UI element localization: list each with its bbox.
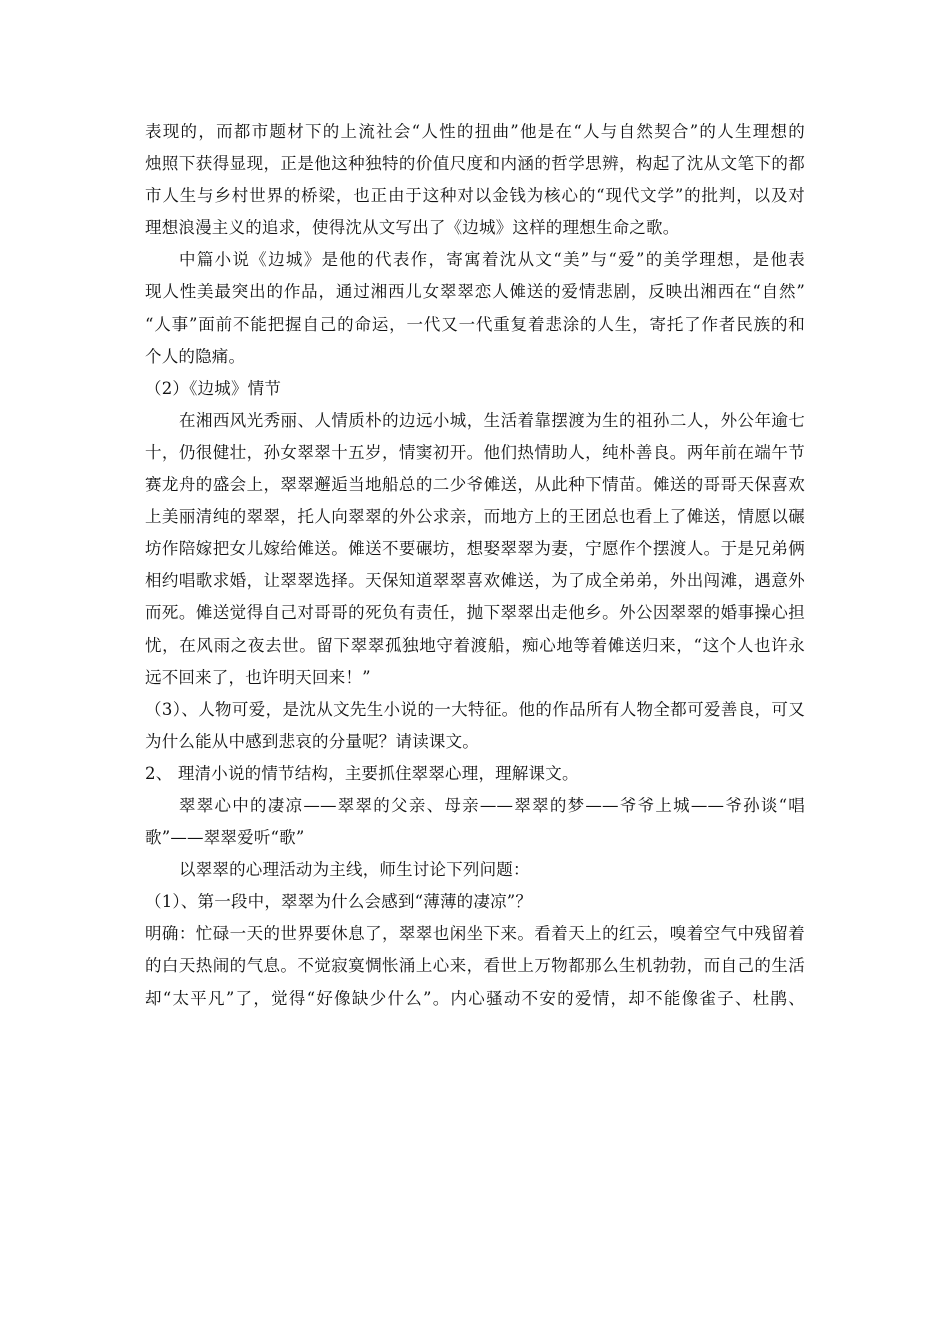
text-line: 为什么能从中感到悲哀的分量呢？请读课文。 xyxy=(145,731,479,751)
text-line: 翠翠心中的凄凉——翠翠的父亲、母亲——翠翠的梦——爷爷上城——爷孙谈“唱 xyxy=(179,795,805,815)
text-line: 远不回来了，也许明天回来！” xyxy=(145,667,371,687)
text-line: 烛照下获得显现，正是他这种独特的价值尺度和内涵的哲学思辨，构起了沈从文笔下的都 xyxy=(145,154,805,174)
document-body xyxy=(145,116,805,1015)
text-line: 以翠翠的心理活动为主线，师生讨论下列问题： xyxy=(179,860,530,880)
text-line: 中篇小说《边城》是他的代表作，寄寓着沈从文“美”与“爱”的美学理想，是他表 xyxy=(179,250,805,270)
text-line: 市人生与乡村世界的桥梁，也正由于这种对以金钱为核心的“现代文学”的批判，以及对 xyxy=(145,186,805,206)
text-line: 理想浪漫主义的追求，使得沈从文写出了《边城》这样的理想生命之歌。 xyxy=(145,218,680,238)
text-line: 忧，在风雨之夜去世。留下翠翠孤独地守着渡船，痴心地等着傩送归来，“这个人也许永 xyxy=(145,635,805,655)
text-line: 个人的隐痛。 xyxy=(145,346,246,366)
text-line: 相约唱歌求婚，让翠翠选择。天保知道翠翠喜欢傩送，为了成全弟弟，外出闯滩，遇意外 xyxy=(145,571,805,591)
text-line: 在湘西风光秀丽、人情质朴的边远小城，生活着靠摆渡为生的祖孙二人，外公年逾七 xyxy=(179,410,805,430)
text-line: 十，仍很健壮，孙女翠翠十五岁，情窦初开。他们热情助人，纯朴善良。两年前在端午节 xyxy=(145,442,805,462)
document-page xyxy=(145,116,805,1015)
text-line: 明确：忙碌一天的世界要休息了，翠翠也闲坐下来。看着天上的红云，嗅着空气中残留着 xyxy=(145,924,805,944)
text-line: “人事”面前不能把握自己的命运，一代又一代重复着悲涂的人生，寄托了作者民族的和 xyxy=(145,314,805,334)
text-line: 而死。傩送觉得自己对哥哥的死负有责任，抛下翠翠出走他乡。外公因翠翠的婚事操心担 xyxy=(145,603,805,623)
text-line: 表现的，而都市题材下的上流社会“人性的扭曲”他是在“人与自然契合”的人生理想的 xyxy=(145,122,805,141)
text-line: 坊作陪嫁把女儿嫁给傩送。傩送不要碾坊，想娶翠翠为妻，宁愿作个摆渡人。于是兄弟俩 xyxy=(145,539,805,559)
text-line: 上美丽清纯的翠翠，托人向翠翠的外公求亲，而地方上的王团总也看上了傩送，情愿以碾 xyxy=(145,507,805,527)
text-line: 却“太平凡”了，觉得“好像缺少什么”。内心骚动不安的爱情，却不能像雀子、杜鹃、 xyxy=(145,988,805,1008)
text-line: （3）、人物可爱，是沈从文先生小说的一大特征。他的作品所有人物全都可爱善良，可又 xyxy=(145,699,805,719)
text-line: 的白天热闹的气息。不觉寂寞惆怅涌上心来，看世上万物都那么生机勃勃，而自己的生活 xyxy=(145,956,805,976)
text-line: 歌”——翠翠爱听“歌” xyxy=(145,828,305,848)
text-line: 现人性美最突出的作品，通过湘西儿女翠翠恋人傩送的爱情悲剧，反映出湘西在“自然” xyxy=(145,282,805,302)
section-heading: （2）《边城》情节 xyxy=(145,378,282,398)
text-line: 赛龙舟的盛会上，翠翠邂逅当地船总的二少爷傩送，从此种下情苗。傩送的哥哥天保喜欢 xyxy=(145,475,805,495)
section-heading: 2、 理清小说的情节结构，主要抓住翠翠心理，理解课文。 xyxy=(145,763,579,783)
question-line: （1）、第一段中，翠翠为什么会感到“薄薄的凄凉”？ xyxy=(145,892,533,912)
